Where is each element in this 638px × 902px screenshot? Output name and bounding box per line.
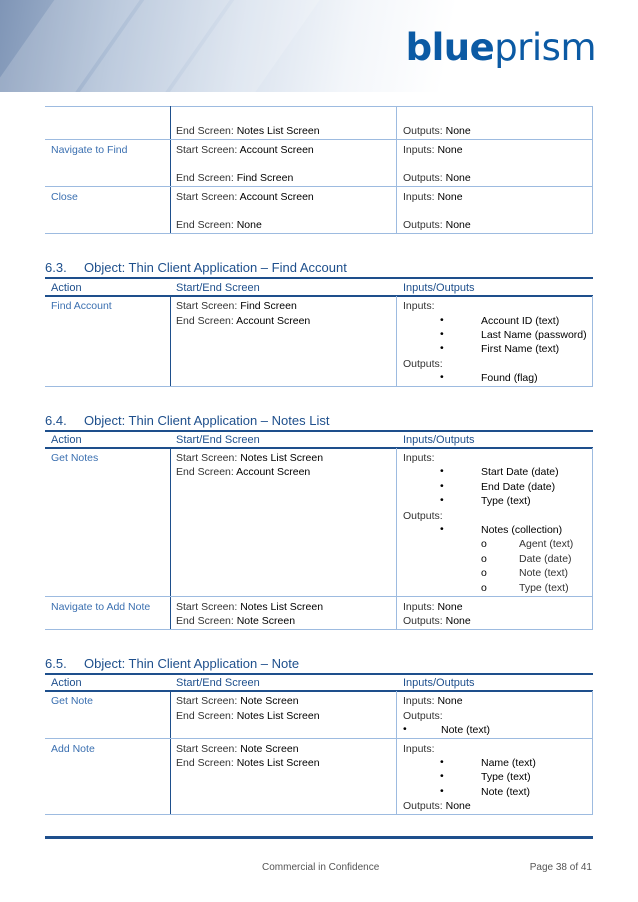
start-screen: Start Screen: Find Screen [176, 300, 297, 312]
inputs-label: Inputs: [403, 300, 435, 312]
col-header-action: Action [51, 677, 82, 689]
list-item: Type (text) [481, 771, 531, 783]
page-number: Page 38 of 41 [529, 862, 592, 873]
table-cell: Inputs: None [403, 144, 463, 156]
list-item: End Date (date) [481, 481, 556, 493]
inputs-cell: Inputs: None [403, 601, 463, 613]
action-cell: Close [51, 191, 78, 203]
list-item: Note (text) [481, 786, 531, 798]
list-item: Account ID (text) [481, 315, 560, 327]
col-header-io: Inputs/Outputs [403, 677, 475, 689]
section-title: Object: Thin Client Application – Note [84, 656, 300, 671]
start-screen: Start Screen: Notes List Screen [176, 601, 324, 613]
col-header-screens: Start/End Screen [176, 434, 260, 446]
col-header-screens: Start/End Screen [176, 282, 260, 294]
table-cell: End Screen: Notes List Screen [176, 125, 320, 137]
start-screen: Start Screen: Notes List Screen [176, 452, 324, 464]
outputs-cell: Outputs: None [403, 615, 471, 627]
end-screen: End Screen: Note Screen [176, 615, 296, 627]
inputs-cell: Inputs: None [403, 695, 463, 707]
list-item: Agent (text) [519, 538, 574, 550]
footer-divider [45, 836, 593, 839]
list-item: Note (text) [519, 567, 569, 579]
list-item: Name (text) [481, 757, 536, 769]
end-screen: End Screen: Notes List Screen [176, 757, 320, 769]
table-cell: End Screen: Find Screen [176, 172, 294, 184]
outputs-label: Outputs: [403, 710, 443, 722]
action-cell: Find Account [51, 300, 112, 312]
list-item: Type (text) [519, 582, 569, 594]
inputs-label: Inputs: [403, 452, 435, 464]
list-item: Found (flag) [481, 372, 538, 384]
outputs-label: Outputs: [403, 510, 443, 522]
action-cell: Add Note [51, 743, 95, 755]
table-cell: End Screen: None [176, 219, 262, 231]
table-cell: Start Screen: Account Screen [176, 191, 314, 203]
section-title: Object: Thin Client Application – Find Account [84, 260, 347, 275]
action-cell: Get Notes [51, 452, 99, 464]
action-cell: Navigate to Find [51, 144, 128, 156]
list-item: Type (text) [481, 495, 531, 507]
outputs-label: Outputs: [403, 358, 443, 370]
end-screen: End Screen: Account Screen [176, 466, 311, 478]
table-cell: Outputs: None [403, 125, 471, 137]
start-screen: Start Screen: Note Screen [176, 743, 299, 755]
col-header-io: Inputs/Outputs [403, 434, 475, 446]
list-item: Date (date) [519, 553, 572, 565]
col-header-screens: Start/End Screen [176, 677, 260, 689]
section-title: Object: Thin Client Application – Notes List [84, 413, 330, 428]
action-cell: Navigate to Add Note [51, 601, 151, 613]
blueprism-logo: blueprism [405, 26, 596, 69]
col-header-action: Action [51, 282, 82, 294]
section-number: 6.5. [45, 656, 67, 671]
inputs-label: Inputs: [403, 743, 435, 755]
end-screen: End Screen: Account Screen [176, 315, 311, 327]
table-cell: Outputs: None [403, 219, 471, 231]
outputs-cell: Outputs: None [403, 800, 471, 812]
list-item: Note (text) [441, 724, 491, 736]
section-number: 6.3. [45, 260, 67, 275]
table-cell: Outputs: None [403, 172, 471, 184]
table-cell: Start Screen: Account Screen [176, 144, 314, 156]
list-item: Notes (collection) [481, 524, 563, 536]
end-screen: End Screen: Notes List Screen [176, 710, 320, 722]
list-item: First Name (text) [481, 343, 560, 355]
col-header-io: Inputs/Outputs [403, 282, 475, 294]
table-cell: Inputs: None [403, 191, 463, 203]
start-screen: Start Screen: Note Screen [176, 695, 299, 707]
col-header-action: Action [51, 434, 82, 446]
list-item: Start Date (date) [481, 466, 559, 478]
action-cell: Get Note [51, 695, 94, 707]
list-item: Last Name (password) [481, 329, 587, 341]
section-number: 6.4. [45, 413, 67, 428]
confidentiality-note: Commercial in Confidence [262, 862, 380, 873]
